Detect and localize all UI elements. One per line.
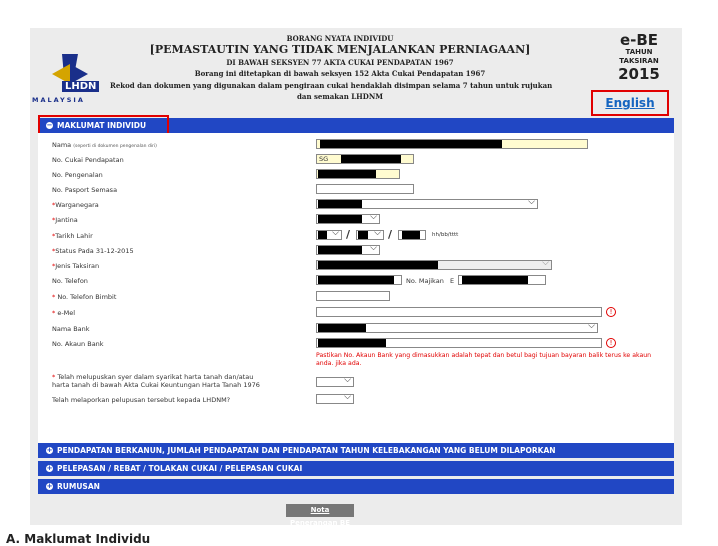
tarikh-lahir-label: *Tarikh Lahir bbox=[52, 232, 93, 240]
no-pengenalan-label: No. Pengenalan bbox=[52, 171, 103, 179]
form-prescribed-line: Borang ini ditetapkan di bawah seksyen 152 Akta Cukai Pendapatan 1967 bbox=[194, 69, 486, 78]
assessment-year: 2015 bbox=[618, 65, 660, 83]
q1-select[interactable] bbox=[316, 377, 354, 387]
bimbit-field[interactable] bbox=[316, 291, 390, 301]
logo-country-text: MALAYSIA bbox=[32, 96, 85, 104]
majikan-label: No. Majikan bbox=[406, 277, 444, 285]
redacted-month bbox=[358, 231, 368, 239]
q2-select[interactable] bbox=[316, 394, 354, 404]
individual-info-form bbox=[38, 133, 674, 443]
no-cukai-prefix: SG bbox=[319, 155, 329, 163]
english-language-link[interactable]: English bbox=[591, 90, 669, 116]
q1-label: * Telah melupuskan syer dalam syarikat harta tanah dan/atau bbox=[52, 373, 254, 381]
emel-label: * e-Mel bbox=[52, 309, 76, 317]
redacted-telefon bbox=[318, 276, 394, 284]
redacted-nama bbox=[320, 140, 502, 148]
section-rumusan-label: RUMUSAN bbox=[57, 482, 100, 491]
logo-brand-text: LHDN bbox=[62, 81, 99, 92]
plus-circle-icon: + bbox=[46, 463, 53, 472]
form-subtitle: [PEMASTAUTIN YANG TIDAK MENJALANKAN PERNIAGAAN] bbox=[149, 43, 531, 56]
section-maklumat-individu[interactable] bbox=[38, 118, 674, 133]
majikan-prefix: E bbox=[450, 277, 455, 285]
form-page bbox=[30, 28, 682, 525]
redacted-jenis bbox=[318, 261, 438, 269]
plus-circle-icon: + bbox=[46, 481, 53, 490]
taksiran-label: TAKSIRAN bbox=[619, 57, 659, 65]
tahun-label: TAHUN bbox=[625, 48, 653, 56]
no-cukai-label: No. Cukai Pendapatan bbox=[52, 156, 124, 164]
form-records-line-2: dan semakan LHDNM bbox=[297, 92, 383, 101]
nota-penerangan-button[interactable]: Nota Penerangan BE bbox=[286, 504, 354, 517]
warganegara-label: *Warganegara bbox=[52, 201, 99, 209]
nama-note: (seperti di dokumen pengenalan diri) bbox=[73, 144, 157, 149]
redacted-warganegara bbox=[318, 200, 362, 208]
date-format-hint: hh/bb/tttt bbox=[432, 232, 459, 238]
form-code: e-BE bbox=[619, 31, 659, 49]
nama-label: Nama (seperti di dokumen pengenalan diri) bbox=[52, 141, 157, 149]
telefon-label: No. Telefon bbox=[52, 277, 88, 285]
section-rumusan[interactable] bbox=[38, 479, 674, 494]
minus-circle-icon: − bbox=[46, 120, 53, 129]
date-slash-2: / bbox=[388, 228, 393, 241]
jenis-taksiran-label: *Jenis Taksiran bbox=[52, 262, 100, 270]
status-label: *Status Pada 31-12-2015 bbox=[52, 247, 134, 255]
section-pelepasan[interactable] bbox=[38, 461, 674, 476]
akaun-note: Pastikan No. Akaun Bank yang dimasukkan adalah tepat dan betul bagi tujuan bayaran balik terus ke akaun anda. jika ada. bbox=[316, 352, 652, 367]
akaun-label: No. Akaun Bank bbox=[52, 340, 104, 348]
form-records-line: Rekod dan dokumen yang digunakan dalam pengiraan cukai hendaklah disimpan selama 7 tahun untuk rujukan bbox=[110, 81, 553, 90]
form-title: BORANG NYATA INDIVIDU bbox=[286, 34, 394, 43]
warning-icon: ! bbox=[606, 338, 616, 348]
bank-label: Nama Bank bbox=[52, 325, 90, 333]
redacted-no-pengenalan bbox=[318, 170, 376, 178]
redacted-no-cukai bbox=[341, 155, 401, 163]
q1-label-2: harta tanah di bawah Akta Cukai Keuntungan Harta Tanah 1976 bbox=[52, 381, 260, 389]
warning-icon: ! bbox=[606, 307, 616, 317]
form-code-block bbox=[604, 32, 674, 82]
section-pendapatan-label: PENDAPATAN BERKANUN, JUMLAH PENDAPATAN DAN PENDAPATAN TAHUN KELEBAKANGAN YANG BELUM DILAPORKAN bbox=[57, 446, 556, 455]
redacted-day bbox=[318, 231, 327, 239]
section-maklumat-individu-label: MAKLUMAT INDIVIDU bbox=[57, 121, 147, 130]
section-pendapatan[interactable] bbox=[38, 443, 674, 458]
section-pelepasan-label: PELEPASAN / REBAT / TOLAKAN CUKAI / PELEPASAN CUKAI bbox=[57, 464, 303, 473]
date-slash-1: / bbox=[346, 228, 351, 241]
no-pasport-field[interactable] bbox=[316, 184, 414, 194]
redacted-year bbox=[402, 231, 420, 239]
redacted-jantina bbox=[318, 215, 362, 223]
form-act-line: DI BAWAH SEKSYEN 77 AKTA CUKAI PENDAPATAN 1967 bbox=[226, 58, 454, 67]
figure-caption: A. Maklumat Individu bbox=[6, 532, 151, 546]
q2-label: Telah melaporkan pelupusan tersebut kepada LHDNM? bbox=[52, 396, 231, 404]
redacted-status bbox=[318, 246, 362, 254]
jantina-label: *Jantina bbox=[52, 216, 78, 224]
emel-field[interactable] bbox=[316, 307, 602, 317]
plus-circle-icon: + bbox=[46, 445, 53, 454]
redacted-bank bbox=[318, 324, 366, 332]
redacted-akaun bbox=[318, 339, 386, 347]
bimbit-label: * No. Telefon Bimbit bbox=[52, 293, 117, 301]
no-pasport-label: No. Pasport Semasa bbox=[52, 186, 118, 194]
redacted-majikan bbox=[462, 276, 528, 284]
